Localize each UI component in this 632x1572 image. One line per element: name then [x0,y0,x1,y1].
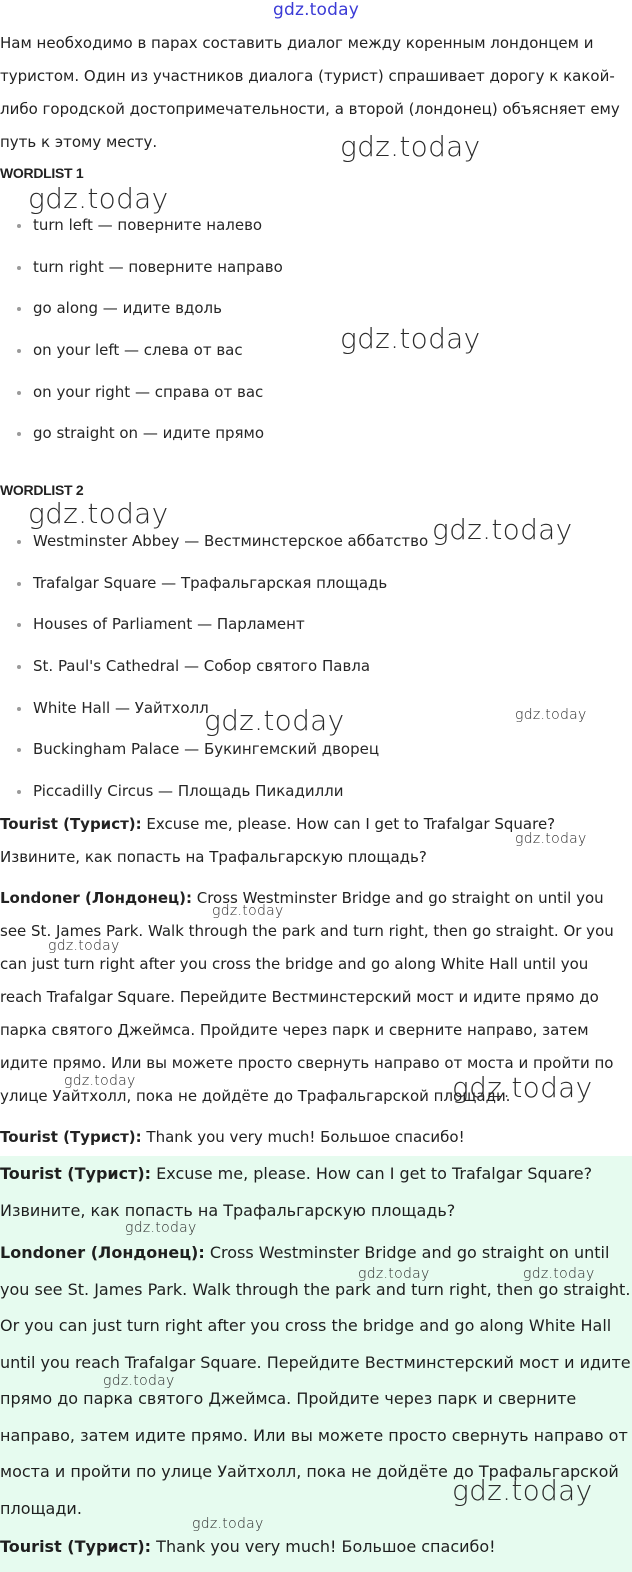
speaker-label: Tourist (Турист): [0,815,142,833]
bullet-icon [17,540,21,544]
list-item [0,424,283,466]
watermark: gdz.today [515,831,587,847]
speaker-label: Londoner (Лондонец): [0,889,192,907]
watermark: gdz.today [48,938,120,954]
wordlist2 [0,532,428,824]
watermark: gdz.today [523,1266,595,1282]
intro-text: Нам необходимо в парах составить диалог между коренным лондонцем и туристом. Один из участников диалога (турист) спрашивает дорогу к какой-либо городской достопримечательности, а второй (лондонец) объясняет ему путь к этому месту. [0,34,620,151]
wordlist1-title: WORDLIST 1 [0,165,84,181]
watermark: gdz.today [125,1220,197,1236]
list-item-text: turn right — поверните направо [33,257,283,276]
bullet-icon [17,432,21,436]
list-item [0,657,428,699]
list-item [0,383,283,425]
speaker-label: Londoner (Лондонец): [0,1243,205,1262]
watermark: gdz.today [452,1474,593,1507]
speaker-label: Tourist (Турист): [0,1128,142,1146]
watermark: gdz.today [452,1071,593,1104]
list-item [0,615,428,657]
watermark: gdz.today [358,1266,430,1282]
list-item-text: go along — идите вдоль [33,299,222,318]
watermark: gdz.today [28,497,169,530]
list-item-text: St. Paul's Cathedral — Собор святого Павла [33,657,371,676]
list-item [0,574,428,616]
line-text: Cross Westminster Bridge and go straight on until you see St. James Park. Walk through the park and turn right, then go straight. Or you can just turn right after you cross the bridge and go along White Hall until you reach Trafalgar Square. Перейдите Вестминстерский мост и идите прямо до парка святого Джеймса. Пройдите через парк и сверните направо, затем идите прямо. Или вы можете просто свернуть направо от моста и пройти по улице Уайтхолл, пока не дойдёте до Трафальгарской площади. [0,1243,631,1518]
list-item [0,258,283,300]
list-item-text: on your left — слева от вас [33,341,243,360]
list-item-text: Westminster Abbey — Вестминстерское аббатство [33,532,429,550]
watermark: gdz.today [340,322,481,355]
bullet-icon [17,748,21,752]
watermark: gdz.today [64,1073,136,1089]
list-item-text: go straight on — идите прямо [33,424,265,443]
watermark: gdz.today [103,1373,175,1389]
watermark: gdz.today [432,513,573,546]
list-item-text: Buckingham Palace — Букингемский дворец [33,740,380,759]
bullet-icon [17,790,21,794]
bullet-icon [17,266,21,270]
bullet-icon [17,582,21,586]
watermark: gdz.today [212,903,284,919]
bullet-icon [17,665,21,669]
list-item-text: White Hall — Уайтхолл [33,698,209,717]
list-item [0,532,428,574]
list-item [0,740,428,782]
site-mark[interactable]: gdz.today [272,0,360,20]
watermark: gdz.today [515,707,587,723]
watermark: gdz.today [28,182,169,215]
watermark: gdz.today [204,704,345,737]
speaker-label: Tourist (Турист): [0,1537,152,1556]
tourist-thanks [0,1121,628,1154]
list-item [0,341,283,383]
line-text: Excuse me, please. How can I get to Trafalgar Square? Извините, как попасть на Трафальгарскую площадь? [0,1164,593,1220]
list-item-text: Houses of Parliament — Парламент [33,615,305,634]
list-item [0,216,283,258]
bullet-icon [17,391,21,395]
wordlist1 [0,216,283,466]
bullet-icon [17,307,21,311]
list-item [0,299,283,341]
watermark: gdz.today [192,1516,264,1532]
bullet-icon [17,623,21,627]
line-text: Excuse me, please. How can I get to Trafalgar Square? Извините, как попасть на Трафальгарскую площадь? [0,815,556,866]
line-text: Thank you very much! Большое спасибо! [141,1128,465,1146]
bullet-icon [17,224,21,228]
list-item-text: Piccadilly Circus — Площадь Пикадилли [33,782,344,801]
wordlist2-title: WORDLIST 2 [0,482,84,498]
list-item-text: turn left — поверните налево [33,216,263,234]
speaker-label: Tourist (Турист): [0,1164,152,1183]
tourist-question [0,1156,632,1229]
list-item-text: on your right — справа от вас [33,382,264,401]
bullet-icon [17,707,21,711]
watermark: gdz.today [340,130,481,163]
tourist-thanks [0,1529,632,1566]
line-text: Thank you very much! Большое спасибо! [151,1537,496,1556]
bullet-icon [17,349,21,353]
answer-box [0,1156,632,1572]
list-item-text: Trafalgar Square — Трафальгарская площадь [33,573,388,592]
line-text: Cross Westminster Bridge and go straight on until you see St. James Park. Walk through the park and turn right, then go straight. Or you can just turn right after you cross the bridge and go along White Hall until you reach Trafalgar Square. Перейдите Вестминстерский мост и идите прямо до парка святого Джеймса. Пройдите через парк и сверните направо, затем идите прямо. Или вы можете просто свернуть направо от моста и пройти по улице Уайтхолл, пока не дойдёте до Трафальгарской площади. [0,889,614,1105]
